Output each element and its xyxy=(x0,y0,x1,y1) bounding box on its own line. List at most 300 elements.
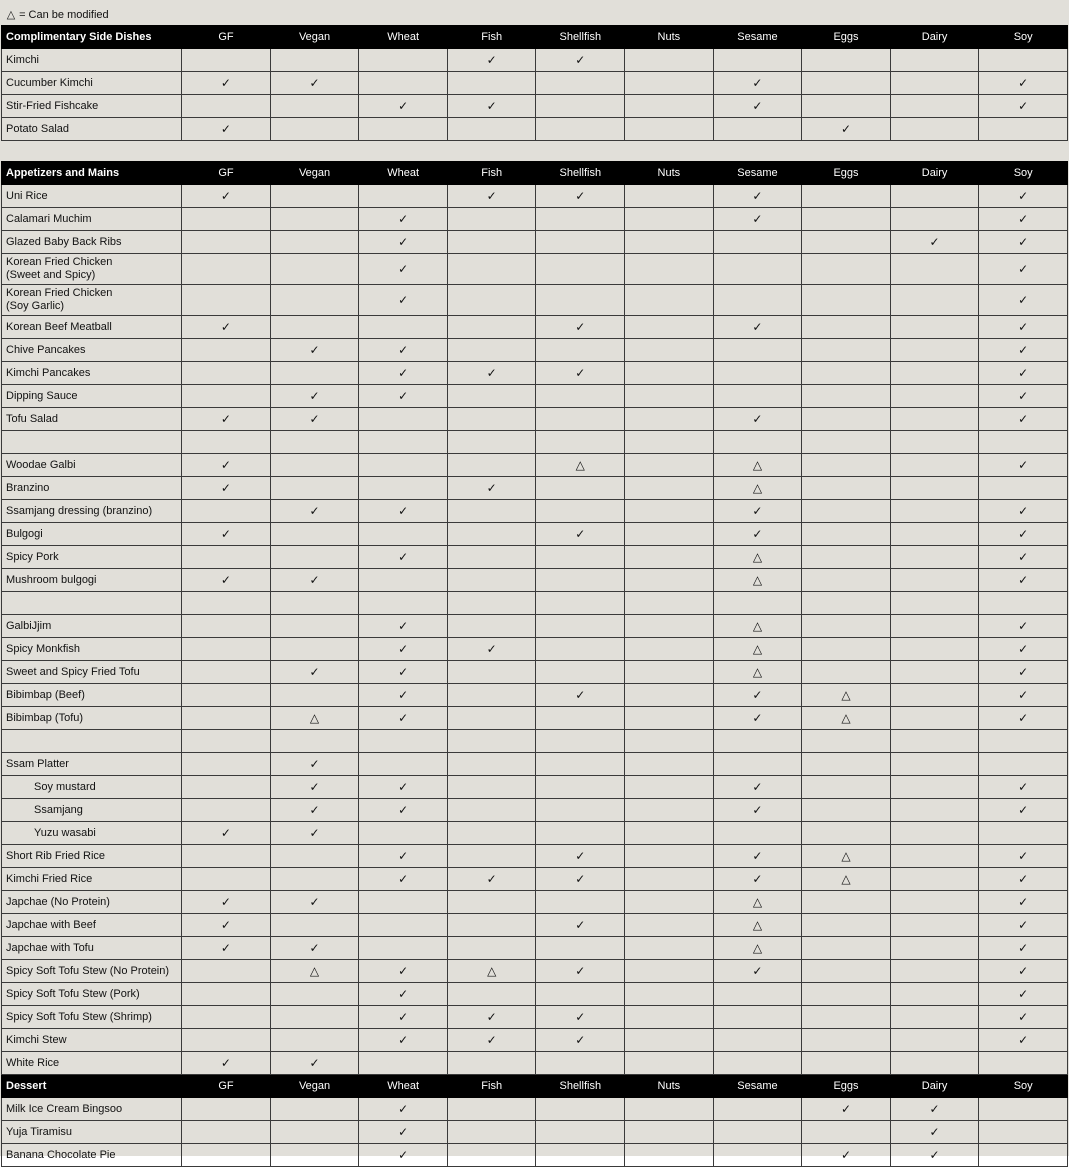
empty-cell xyxy=(625,285,714,316)
empty-cell xyxy=(890,960,979,983)
empty-cell xyxy=(979,730,1068,753)
menu-item-row xyxy=(2,316,1068,339)
check-icon: ✓ xyxy=(182,454,271,477)
legend-text: = Can be modified xyxy=(19,9,109,21)
empty-cell xyxy=(536,707,625,730)
empty-cell xyxy=(625,845,714,868)
menu-item-row xyxy=(2,1029,1068,1052)
empty-cell xyxy=(182,753,271,776)
empty-cell xyxy=(713,431,802,454)
empty-cell xyxy=(713,1052,802,1075)
empty-cell xyxy=(890,845,979,868)
check-icon: ✓ xyxy=(359,1006,448,1029)
empty-cell xyxy=(713,1006,802,1029)
menu-item-name: White Rice xyxy=(2,1052,182,1075)
empty-cell xyxy=(270,1029,359,1052)
empty-cell xyxy=(447,707,536,730)
section-header-row xyxy=(2,1075,1068,1098)
empty-cell xyxy=(802,799,891,822)
check-icon: ✓ xyxy=(182,891,271,914)
empty-cell xyxy=(536,254,625,285)
empty-cell xyxy=(447,776,536,799)
empty-cell xyxy=(625,362,714,385)
menu-item-row xyxy=(2,362,1068,385)
menu-item-name: Korean Fried Chicken (Soy Garlic) xyxy=(2,285,182,316)
menu-item-name: Kimchi Fried Rice xyxy=(2,868,182,891)
section-title: Appetizers and Mains xyxy=(2,162,182,185)
empty-cell xyxy=(447,983,536,1006)
empty-cell xyxy=(802,730,891,753)
empty-cell xyxy=(359,118,448,141)
spacer-row xyxy=(2,431,1068,454)
empty-cell xyxy=(359,431,448,454)
section-title: Dessert xyxy=(2,1075,182,1098)
empty-cell xyxy=(447,753,536,776)
empty-cell xyxy=(270,914,359,937)
empty-cell xyxy=(625,523,714,546)
menu-item-name: Short Rib Fried Rice xyxy=(2,845,182,868)
empty-cell xyxy=(625,799,714,822)
check-icon: ✓ xyxy=(979,339,1068,362)
empty-cell xyxy=(890,684,979,707)
empty-cell xyxy=(625,730,714,753)
empty-cell xyxy=(890,638,979,661)
column-header-sesame: Sesame xyxy=(713,1075,802,1098)
empty-cell xyxy=(182,385,271,408)
check-icon: ✓ xyxy=(270,339,359,362)
section-header-row xyxy=(2,162,1068,185)
empty-cell xyxy=(447,822,536,845)
empty-cell xyxy=(625,431,714,454)
menu-item-row xyxy=(2,615,1068,638)
empty-cell xyxy=(890,385,979,408)
empty-cell xyxy=(802,615,891,638)
side-dishes-table xyxy=(1,25,1068,141)
empty-cell xyxy=(270,1144,359,1167)
empty-cell xyxy=(713,1144,802,1167)
empty-cell xyxy=(890,431,979,454)
empty-cell xyxy=(447,118,536,141)
check-icon: ✓ xyxy=(979,95,1068,118)
check-icon: ✓ xyxy=(979,72,1068,95)
empty-cell xyxy=(270,868,359,891)
empty-cell xyxy=(802,592,891,615)
menu-item-name: Japchae (No Protein) xyxy=(2,891,182,914)
check-icon: ✓ xyxy=(270,891,359,914)
empty-cell xyxy=(447,730,536,753)
empty-cell xyxy=(536,72,625,95)
menu-item-row xyxy=(2,285,1068,316)
column-header-nuts: Nuts xyxy=(625,1075,714,1098)
empty-cell xyxy=(182,339,271,362)
empty-cell xyxy=(890,316,979,339)
empty-cell xyxy=(182,1121,271,1144)
check-icon: ✓ xyxy=(979,316,1068,339)
check-icon: ✓ xyxy=(713,208,802,231)
empty-cell xyxy=(536,408,625,431)
empty-cell xyxy=(536,592,625,615)
empty-cell xyxy=(182,1006,271,1029)
empty-cell xyxy=(625,822,714,845)
check-icon: ✓ xyxy=(447,49,536,72)
menu-item-name: Sweet and Spicy Fried Tofu xyxy=(2,661,182,684)
column-header-vegan: Vegan xyxy=(270,1075,359,1098)
empty-cell xyxy=(359,523,448,546)
check-icon: ✓ xyxy=(536,49,625,72)
check-icon: ✓ xyxy=(713,707,802,730)
empty-cell xyxy=(270,231,359,254)
triangle-icon: △ xyxy=(802,868,891,891)
menu-item-row xyxy=(2,661,1068,684)
empty-cell xyxy=(802,362,891,385)
empty-cell xyxy=(802,72,891,95)
menu-item-row xyxy=(2,684,1068,707)
empty-cell xyxy=(270,684,359,707)
check-icon: ✓ xyxy=(182,118,271,141)
empty-cell xyxy=(625,661,714,684)
empty-cell xyxy=(625,118,714,141)
column-header-sesame: Sesame xyxy=(713,162,802,185)
empty-cell xyxy=(890,408,979,431)
empty-cell xyxy=(359,454,448,477)
menu-item-name: Kimchi Stew xyxy=(2,1029,182,1052)
empty-cell xyxy=(625,185,714,208)
menu-item-name: Banana Chocolate Pie xyxy=(2,1144,182,1167)
check-icon: ✓ xyxy=(979,799,1068,822)
empty-cell xyxy=(890,569,979,592)
empty-cell xyxy=(270,1098,359,1121)
menu-item-row xyxy=(2,983,1068,1006)
column-header-vegan: Vegan xyxy=(270,162,359,185)
menu-item-row xyxy=(2,845,1068,868)
empty-cell xyxy=(625,49,714,72)
check-icon: ✓ xyxy=(359,339,448,362)
empty-cell xyxy=(359,569,448,592)
empty-cell xyxy=(359,185,448,208)
empty-cell xyxy=(447,208,536,231)
check-icon: ✓ xyxy=(182,408,271,431)
empty-cell xyxy=(270,362,359,385)
empty-cell xyxy=(802,1052,891,1075)
column-header-dairy: Dairy xyxy=(890,1075,979,1098)
empty-cell xyxy=(270,615,359,638)
empty-cell xyxy=(270,185,359,208)
empty-cell xyxy=(447,1052,536,1075)
empty-cell xyxy=(625,339,714,362)
empty-cell xyxy=(270,254,359,285)
empty-cell xyxy=(802,1121,891,1144)
check-icon: ✓ xyxy=(182,569,271,592)
triangle-icon: △ xyxy=(713,891,802,914)
empty-cell xyxy=(890,49,979,72)
check-icon: ✓ xyxy=(979,615,1068,638)
empty-cell xyxy=(890,285,979,316)
menu-item-row xyxy=(2,891,1068,914)
empty-cell xyxy=(182,845,271,868)
empty-cell xyxy=(536,891,625,914)
check-icon: ✓ xyxy=(182,914,271,937)
empty-cell xyxy=(447,546,536,569)
empty-cell xyxy=(447,316,536,339)
empty-cell xyxy=(447,845,536,868)
check-icon: ✓ xyxy=(359,1144,448,1167)
empty-cell xyxy=(182,500,271,523)
column-header-shellfish: Shellfish xyxy=(536,26,625,49)
column-header-soy: Soy xyxy=(979,26,1068,49)
check-icon: ✓ xyxy=(447,362,536,385)
empty-cell xyxy=(802,231,891,254)
empty-cell xyxy=(536,546,625,569)
triangle-icon: △ xyxy=(713,454,802,477)
empty-cell xyxy=(270,845,359,868)
empty-cell xyxy=(625,868,714,891)
empty-cell xyxy=(979,592,1068,615)
empty-cell xyxy=(802,822,891,845)
empty-cell xyxy=(890,1052,979,1075)
menu-item-row xyxy=(2,49,1068,72)
empty-cell xyxy=(890,546,979,569)
empty-cell xyxy=(536,753,625,776)
menu-item-row xyxy=(2,500,1068,523)
empty-cell xyxy=(447,500,536,523)
check-icon: ✓ xyxy=(359,362,448,385)
check-icon: ✓ xyxy=(359,254,448,285)
empty-cell xyxy=(625,1144,714,1167)
empty-cell xyxy=(447,454,536,477)
empty-cell xyxy=(802,49,891,72)
empty-cell xyxy=(536,822,625,845)
empty-cell xyxy=(359,730,448,753)
empty-cell xyxy=(890,1006,979,1029)
empty-cell xyxy=(802,477,891,500)
check-icon: ✓ xyxy=(979,1006,1068,1029)
empty-cell xyxy=(270,285,359,316)
empty-cell xyxy=(890,776,979,799)
empty-cell xyxy=(447,385,536,408)
empty-cell xyxy=(359,316,448,339)
empty-cell xyxy=(536,500,625,523)
empty-cell xyxy=(359,914,448,937)
empty-cell xyxy=(890,95,979,118)
spacer-row xyxy=(2,730,1068,753)
empty-cell xyxy=(536,208,625,231)
check-icon: ✓ xyxy=(447,1029,536,1052)
check-icon: ✓ xyxy=(359,776,448,799)
check-icon: ✓ xyxy=(713,95,802,118)
check-icon: ✓ xyxy=(979,891,1068,914)
empty-cell xyxy=(625,316,714,339)
check-icon: ✓ xyxy=(359,1121,448,1144)
empty-cell xyxy=(536,385,625,408)
check-icon: ✓ xyxy=(979,914,1068,937)
empty-cell xyxy=(713,362,802,385)
check-icon: ✓ xyxy=(536,1006,625,1029)
empty-cell xyxy=(270,316,359,339)
empty-cell xyxy=(802,316,891,339)
empty-cell xyxy=(890,615,979,638)
empty-cell xyxy=(182,546,271,569)
empty-cell xyxy=(270,49,359,72)
column-header-soy: Soy xyxy=(979,1075,1068,1098)
menu-item-name: Japchae with Beef xyxy=(2,914,182,937)
empty-cell xyxy=(979,49,1068,72)
menu-item-row xyxy=(2,1006,1068,1029)
check-icon: ✓ xyxy=(447,477,536,500)
empty-cell xyxy=(625,1098,714,1121)
empty-cell xyxy=(890,891,979,914)
empty-cell xyxy=(890,523,979,546)
menu-item-row xyxy=(2,1144,1068,1167)
menu-item-name: Chive Pancakes xyxy=(2,339,182,362)
menu-item-row xyxy=(2,569,1068,592)
empty-cell xyxy=(270,118,359,141)
check-icon: ✓ xyxy=(270,822,359,845)
empty-cell xyxy=(447,72,536,95)
menu-item-name: Ssam Platter xyxy=(2,753,182,776)
check-icon: ✓ xyxy=(890,1098,979,1121)
section-title: Complimentary Side Dishes xyxy=(2,26,182,49)
empty-cell xyxy=(713,1121,802,1144)
empty-cell xyxy=(802,569,891,592)
menu-item-row xyxy=(2,185,1068,208)
empty-cell xyxy=(536,776,625,799)
empty-cell xyxy=(447,914,536,937)
check-icon: ✓ xyxy=(182,937,271,960)
empty-cell xyxy=(447,569,536,592)
column-header-shellfish: Shellfish xyxy=(536,162,625,185)
empty-cell xyxy=(536,477,625,500)
check-icon: ✓ xyxy=(536,868,625,891)
check-icon: ✓ xyxy=(713,316,802,339)
check-icon: ✓ xyxy=(979,983,1068,1006)
check-icon: ✓ xyxy=(359,983,448,1006)
empty-cell xyxy=(536,285,625,316)
empty-cell xyxy=(625,1029,714,1052)
menu-item-name: Uni Rice xyxy=(2,185,182,208)
column-header-nuts: Nuts xyxy=(625,26,714,49)
empty-cell xyxy=(359,1052,448,1075)
check-icon: ✓ xyxy=(979,385,1068,408)
menu-item-row xyxy=(2,960,1068,983)
menu-item-row xyxy=(2,118,1068,141)
empty-cell xyxy=(802,408,891,431)
check-icon: ✓ xyxy=(359,546,448,569)
empty-cell xyxy=(802,1006,891,1029)
empty-cell xyxy=(802,983,891,1006)
empty-cell xyxy=(625,592,714,615)
menu-item-name: Glazed Baby Back Ribs xyxy=(2,231,182,254)
empty-cell xyxy=(979,431,1068,454)
check-icon: ✓ xyxy=(359,661,448,684)
menu-item-name xyxy=(2,592,182,615)
empty-cell xyxy=(182,638,271,661)
check-icon: ✓ xyxy=(979,661,1068,684)
empty-cell xyxy=(625,707,714,730)
empty-cell xyxy=(270,546,359,569)
check-icon: ✓ xyxy=(802,1144,891,1167)
empty-cell xyxy=(625,960,714,983)
triangle-icon: △ xyxy=(270,707,359,730)
check-icon: ✓ xyxy=(359,799,448,822)
check-icon: ✓ xyxy=(536,684,625,707)
empty-cell xyxy=(979,753,1068,776)
empty-cell xyxy=(182,776,271,799)
menu-item-name: Ssamjang xyxy=(2,799,182,822)
check-icon: ✓ xyxy=(713,799,802,822)
menu-item-name: Spicy Monkfish xyxy=(2,638,182,661)
empty-cell xyxy=(182,615,271,638)
check-icon: ✓ xyxy=(890,1121,979,1144)
menu-item-row xyxy=(2,72,1068,95)
empty-cell xyxy=(447,1121,536,1144)
menu-item-name: Potato Salad xyxy=(2,118,182,141)
empty-cell xyxy=(625,983,714,1006)
check-icon: ✓ xyxy=(979,569,1068,592)
empty-cell xyxy=(802,254,891,285)
empty-cell xyxy=(182,1029,271,1052)
triangle-icon: △ xyxy=(713,914,802,937)
empty-cell xyxy=(802,339,891,362)
column-header-fish: Fish xyxy=(447,26,536,49)
check-icon: ✓ xyxy=(270,799,359,822)
triangle-icon: △ xyxy=(802,707,891,730)
empty-cell xyxy=(713,118,802,141)
empty-cell xyxy=(890,500,979,523)
column-header-wheat: Wheat xyxy=(359,26,448,49)
empty-cell xyxy=(890,753,979,776)
menu-item-name xyxy=(2,730,182,753)
check-icon: ✓ xyxy=(270,569,359,592)
column-header-shellfish: Shellfish xyxy=(536,1075,625,1098)
menu-item-name: Tofu Salad xyxy=(2,408,182,431)
empty-cell xyxy=(182,592,271,615)
empty-cell xyxy=(890,822,979,845)
empty-cell xyxy=(270,208,359,231)
check-icon: ✓ xyxy=(447,1006,536,1029)
check-icon: ✓ xyxy=(979,937,1068,960)
empty-cell xyxy=(802,523,891,546)
empty-cell xyxy=(182,983,271,1006)
empty-cell xyxy=(447,523,536,546)
empty-cell xyxy=(270,95,359,118)
check-icon: ✓ xyxy=(359,638,448,661)
column-header-soy: Soy xyxy=(979,162,1068,185)
column-header-wheat: Wheat xyxy=(359,162,448,185)
menu-item-name: Kimchi Pancakes xyxy=(2,362,182,385)
empty-cell xyxy=(802,891,891,914)
menu-item-row xyxy=(2,254,1068,285)
triangle-icon: △ xyxy=(713,638,802,661)
menu-item-row xyxy=(2,1052,1068,1075)
empty-cell xyxy=(890,185,979,208)
empty-cell xyxy=(625,1121,714,1144)
empty-cell xyxy=(359,477,448,500)
empty-cell xyxy=(447,592,536,615)
check-icon: ✓ xyxy=(359,707,448,730)
empty-cell xyxy=(270,1006,359,1029)
empty-cell xyxy=(890,799,979,822)
empty-cell xyxy=(359,822,448,845)
appetizers-mains-table xyxy=(1,161,1068,1167)
empty-cell xyxy=(359,408,448,431)
empty-cell xyxy=(182,707,271,730)
empty-cell xyxy=(890,339,979,362)
column-header-gf: GF xyxy=(182,26,271,49)
empty-cell xyxy=(802,1029,891,1052)
empty-cell xyxy=(447,254,536,285)
empty-cell xyxy=(270,638,359,661)
check-icon: ✓ xyxy=(536,845,625,868)
